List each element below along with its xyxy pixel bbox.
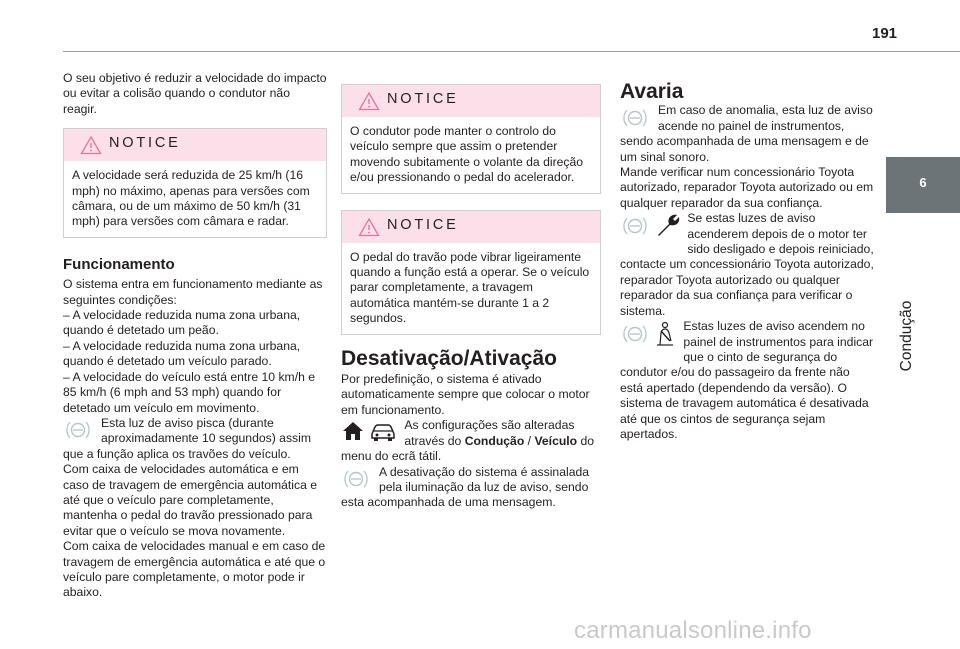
- paragraph: Estas luzes de aviso acendem no painel de instrumentos para indicar que o cinto de segurança do condutor e/ou do passageiro da frente não está apertado (dependendo da versão). O sistema de travagem automática é desativada até que os cintos de segurança sejam apertados.: [620, 319, 874, 441]
- notice-box: [341, 84, 601, 194]
- notice-box: [341, 210, 601, 335]
- settings-icons: [341, 420, 398, 446]
- warning-icons: [620, 213, 681, 243]
- home-icon: [341, 420, 365, 442]
- section-heading-avaria: Avaria: [620, 80, 684, 103]
- notice-text: O condutor pode manter o controlo do veículo sempre que assim o pretender movendo subitamente o volante da direção e/ou pressionando o pedal do acelerador.: [350, 124, 584, 185]
- chapter-number: 6: [919, 175, 927, 190]
- fault-paragraph: [620, 103, 876, 165]
- paragraph: Por predefinição, o sistema é ativado automaticamente sempre que colocar o motor em funcionamento.: [341, 372, 590, 417]
- notice-title: NOTICE: [109, 135, 181, 152]
- chapter-sidebar: [886, 157, 960, 473]
- bullet-item: – A velocidade reduzida numa zona urbana, quando é detetado um peão.: [63, 308, 301, 338]
- header-rule: [63, 51, 960, 52]
- section-heading-funcionamento: Funcionamento: [63, 255, 175, 273]
- collision-warning-light-icon: [620, 321, 650, 347]
- paragraph: O sistema entra em funcionamento mediante as seguintes condições:: [63, 277, 323, 307]
- notice-header: [64, 129, 326, 161]
- column-2: [341, 84, 601, 511]
- notice-text: O pedal do travão pode vibrar ligeiramente quando a função está a operar. Se o veículo parar completamente, a travagem automática mantém-se durante 1 a 2 segundos.: [350, 249, 590, 326]
- chapter-title: Condução: [898, 300, 915, 372]
- warning-triangle-icon: [358, 217, 380, 237]
- menu-separator: /: [524, 433, 535, 448]
- menu-veiculo: Veículo: [534, 433, 578, 448]
- car-settings-icon: [368, 420, 398, 442]
- intro-text: O seu objetivo é reduzir a velocidade do impacto ou evitar a colisão quando o condutor não reagir.: [63, 71, 327, 116]
- seatbelt-warning-icons: [620, 321, 677, 351]
- paragraph: Esta luz de aviso pisca (durante aproximadamente 10 segundos) assim que a função aplica os travões do veículo.: [63, 415, 312, 461]
- page-number: 191: [872, 25, 898, 42]
- seatbelt-paragraph: [620, 319, 876, 442]
- chapter-label: [894, 217, 920, 467]
- bullet-item: – A velocidade do veículo está entre 10 km/h e 85 km/h (6 mph and 53 mph) quando for detetado um veículo em movimento.: [63, 369, 316, 415]
- service-paragraph: [620, 211, 876, 319]
- paragraph: Com caixa de velocidades manual e em caso de travagem de emergência automática e até que o veículo pare completamente, o motor pode ir abaixo.: [63, 539, 326, 600]
- notice-box: [63, 128, 327, 238]
- watermark: carmanualsonline.info: [574, 617, 812, 644]
- seatbelt-icon: [653, 321, 677, 347]
- menu-conducao: Condução: [464, 433, 525, 448]
- section-heading-desativacao: Desativação/Ativação: [341, 346, 557, 370]
- paragraph: Em caso de anomalia, esta luz de aviso acende no painel de instrumentos, sendo acompanhada de uma mensagem e de um sinal sonoro.: [620, 103, 873, 164]
- paragraph: Com caixa de velocidades automática e em caso de travagem de emergência automática e até que o veículo pare completamente, mantenha o pedal do travão pressionado para evitar que o veículo se mova novamente.: [63, 462, 318, 538]
- paragraph: Mande verificar num concessionário Toyota autorizado, reparador Toyota autorizado ou em qualquer reparador da sua confiança.: [620, 165, 874, 210]
- warning-light-paragraph: [63, 416, 327, 462]
- column-1: [63, 71, 327, 601]
- notice-header: [342, 211, 600, 243]
- collision-warning-light-icon: [63, 417, 93, 443]
- deactivation-paragraph: [341, 465, 601, 511]
- notice-header: [342, 85, 600, 117]
- settings-text-start: As configurações são alteradas através do: [404, 418, 575, 448]
- notice-title: NOTICE: [387, 91, 459, 107]
- collision-warning-light-icon: [620, 105, 650, 131]
- paragraph: A desativação do sistema é assinalada pela iluminação da luz de aviso, sendo esta acompanhada de uma mensagem.: [341, 464, 590, 510]
- column-3: [620, 80, 876, 442]
- wrench-icon: [653, 213, 681, 239]
- warning-triangle-icon: [358, 91, 380, 111]
- chapter-tab[interactable]: [886, 157, 960, 213]
- warning-triangle-icon: [80, 135, 102, 155]
- settings-paragraph: [341, 418, 601, 464]
- notice-title: NOTICE: [387, 216, 459, 233]
- collision-warning-light-icon: [341, 466, 371, 492]
- bullet-item: – A velocidade reduzida numa zona urbana, quando é detetado um veículo parado.: [63, 338, 301, 369]
- paragraph: Se estas luzes de aviso acenderem depois de o motor ter sido desligado e depois reiniciado, contacte um concessionário Toyota autorizado, reparador Toyota autorizado ou qualquer reparador da sua confiança para verificar o sistema.: [620, 211, 874, 318]
- settings-text-end: do menu do ecrã tátil.: [341, 433, 595, 464]
- notice-text: A velocidade será reduzida de 25 km/h (16 mph) no máximo, apenas para versões com câmara, ou de um máximo de 50 km/h (31 mph) para versões com câmara e radar.: [72, 168, 310, 229]
- collision-warning-light-icon: [620, 213, 650, 239]
